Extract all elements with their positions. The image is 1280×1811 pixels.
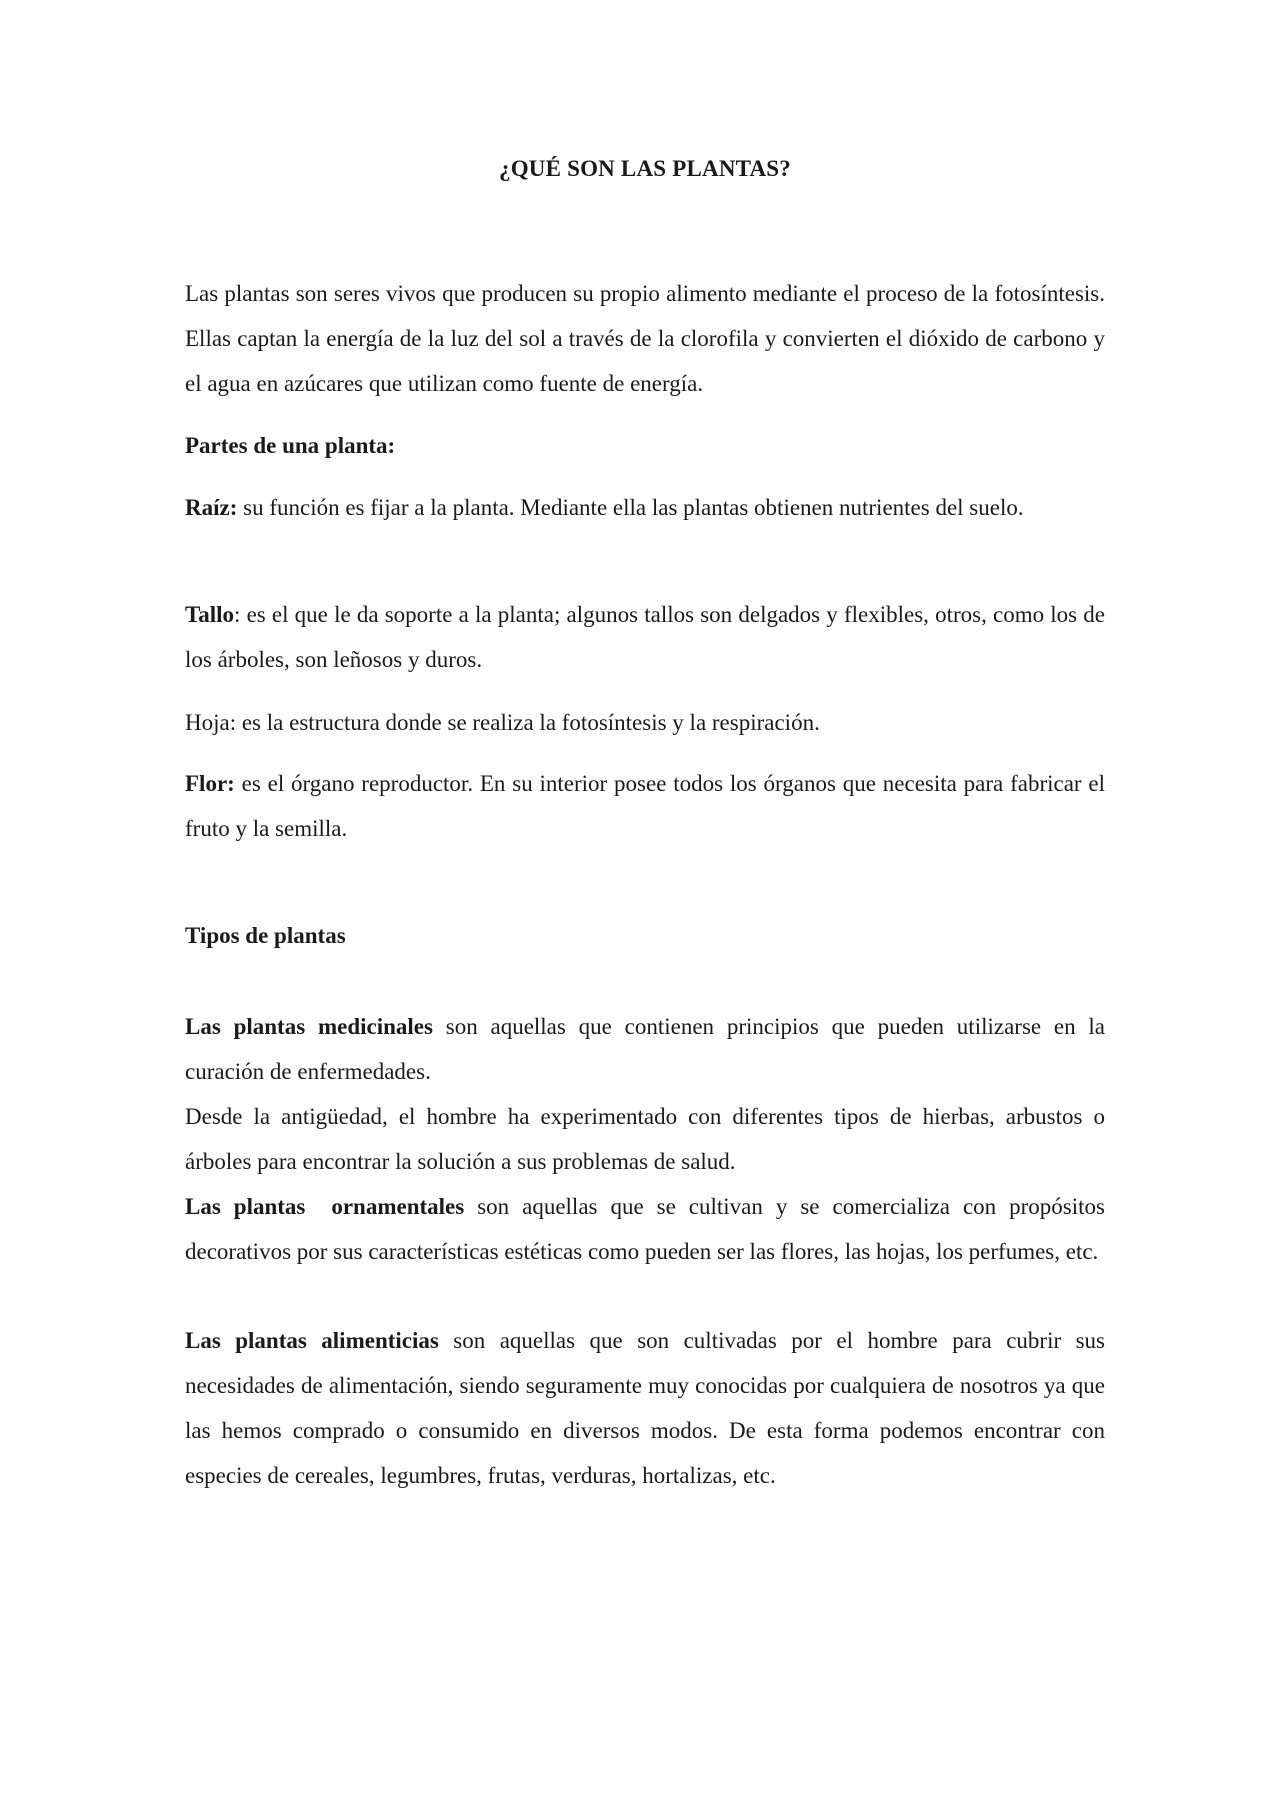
paragraph-tallo [185,592,1105,682]
term-ornamentales: Las plantas ornamentales [185,1194,465,1219]
section-heading-types: Tipos de plantas [185,923,346,948]
intro-paragraph [185,271,1105,406]
text-tallo: : es el que le da soporte a la planta; algunos tallos son delgados y flexibles, otros, como los de los árboles, son leñosos y duros. [185,602,1105,672]
paragraph-alimenticias [185,1318,1105,1498]
text-raiz: su función es fijar a la planta. Mediante ella las plantas obtienen nutrientes del suelo. [237,495,1024,520]
paragraph-hoja [185,700,1105,745]
intro-text: Las plantas son seres vivos que producen su propio alimento mediante el proceso de la fotosíntesis. Ellas captan la energía de la luz del sol a través de la clorofila y convierten el dióxido de carbono y el agua en azúcares que utilizan como fuente de energía. [185,281,1105,396]
paragraph-ornamentales [185,1184,1105,1274]
term-flor: Flor: [185,771,235,796]
term-raiz: Raíz: [185,495,238,520]
section-heading-parts: Partes de una planta: [185,433,396,458]
paragraph-raiz [185,485,1105,530]
paragraph-flor [185,761,1105,851]
text-flor: es el órgano reproductor. En su interior posee todos los órganos que necesita para fabricar el fruto y la semilla. [185,771,1105,841]
text-hoja: Hoja: es la estructura donde se realiza la fotosíntesis y la respiración. [185,710,820,735]
page-title: ¿QUÉ SON LAS PLANTAS? [499,156,791,181]
text-antiguedad: Desde la antigüedad, el hombre ha experimentado con diferentes tipos de hierbas, arbustos o árboles para encontrar la solución a sus problemas de salud. [185,1104,1105,1174]
term-tallo: Tallo [185,602,235,627]
text-ornamentales: son aquellas que se cultivan y se comercializa con propósitos decorativos por sus características estéticas como pueden ser las flores, las hojas, los perfumes, etc. [185,1194,1105,1264]
paragraph-medicinales [185,1004,1105,1094]
text-alimenticias: son aquellas que son cultivadas por el hombre para cubrir sus necesidades de alimentación, siendo seguramente muy conocidas por cualquiera de nosotros ya que las hemos comprado o consumido en diversos modos. De esta forma podemos encontrar con especies de cereales, legumbres, frutas, verduras, hortalizas, etc. [185,1328,1106,1488]
term-alimenticias: Las plantas alimenticias [185,1328,439,1353]
text-medicinales: son aquellas que contienen principios que pueden utilizarse en la curación de enfermedades. [185,1014,1105,1084]
term-medicinales: Las plantas medicinales [185,1014,433,1039]
paragraph-antiguedad [185,1094,1105,1184]
